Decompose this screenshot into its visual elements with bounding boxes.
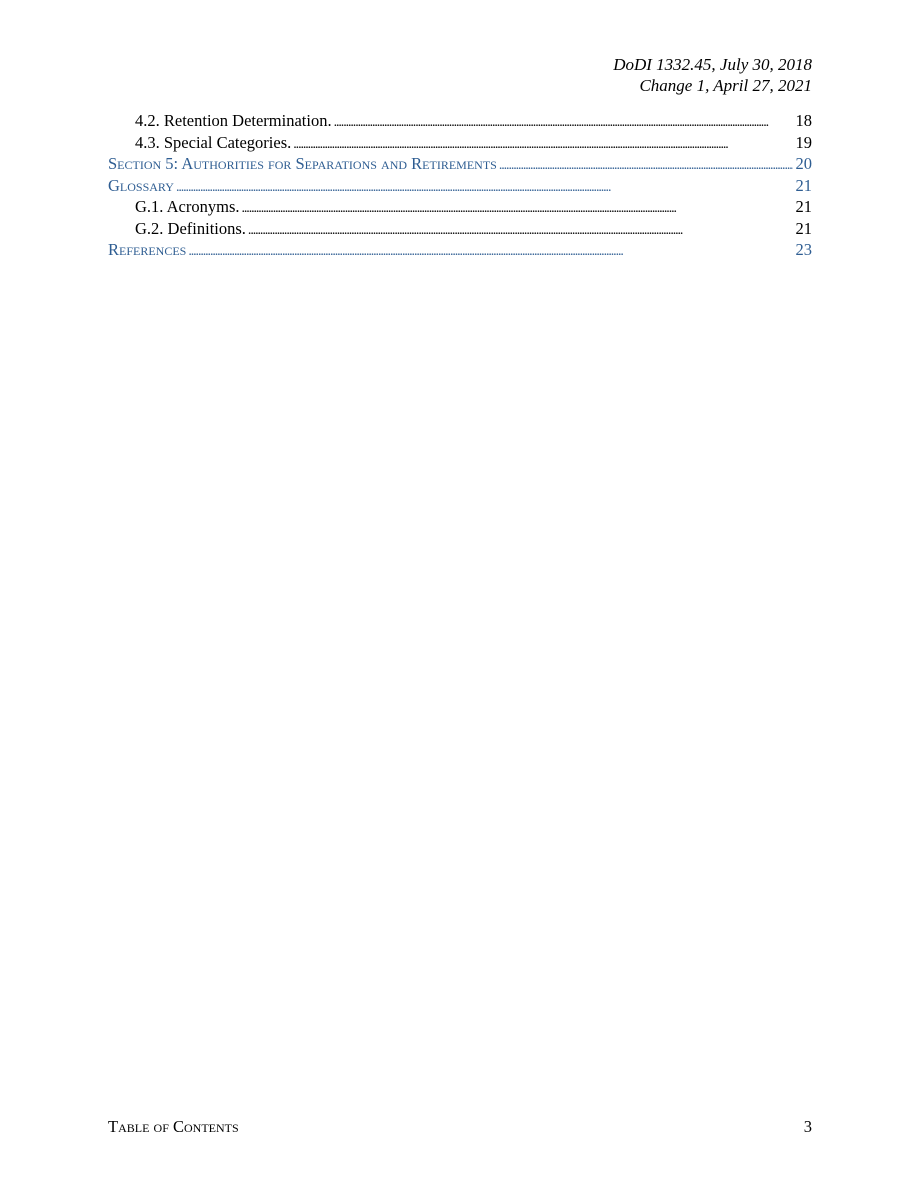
toc-entry-g-2[interactable] (108, 218, 812, 240)
toc-dot-leader (293, 134, 792, 156)
page-header (613, 54, 812, 96)
toc-entry-section-5[interactable] (108, 153, 812, 175)
toc-entry-page: 21 (795, 175, 812, 195)
page-number: 3 (803, 1117, 812, 1136)
toc-entry-page: 21 (795, 197, 812, 216)
toc-entry-title: 4.2. Retention Determination. (135, 111, 332, 130)
toc-dot-leader (248, 220, 793, 242)
toc-entry-page: 18 (795, 111, 812, 130)
toc-entry-glossary[interactable] (108, 175, 812, 197)
toc-entry-page: 20 (795, 154, 812, 173)
toc-entry-g-1[interactable] (108, 196, 812, 218)
toc-entry-title: G.2. Definitions. (135, 218, 246, 238)
toc-entry-page: 19 (795, 132, 812, 152)
document-reference: DoDI 1332.45, July 30, 2018 (613, 55, 812, 74)
toc-dot-leader (499, 155, 793, 177)
table-of-contents (108, 110, 812, 261)
toc-entry-references[interactable] (108, 239, 812, 261)
toc-dot-leader (176, 177, 793, 199)
toc-entry-title: Glossary (108, 175, 174, 195)
page-footer (108, 1117, 812, 1137)
toc-entry-title: References (108, 240, 187, 259)
toc-entry-page: 21 (795, 218, 812, 238)
toc-entry-page: 23 (795, 240, 812, 259)
toc-entry-title: Section 5: Authorities for Separations and Retirements (108, 154, 497, 173)
toc-dot-leader (242, 198, 793, 220)
footer-section-label: Table of Contents (108, 1117, 239, 1136)
toc-dot-leader (334, 112, 793, 134)
toc-entry-title: 4.3. Special Categories. (135, 132, 292, 152)
toc-dot-leader (188, 241, 792, 263)
toc-entry-4-3[interactable] (108, 132, 812, 154)
toc-entry-4-2[interactable] (108, 110, 812, 132)
change-notice: Change 1, April 27, 2021 (639, 76, 812, 95)
toc-entry-title: G.1. Acronyms. (135, 197, 240, 216)
